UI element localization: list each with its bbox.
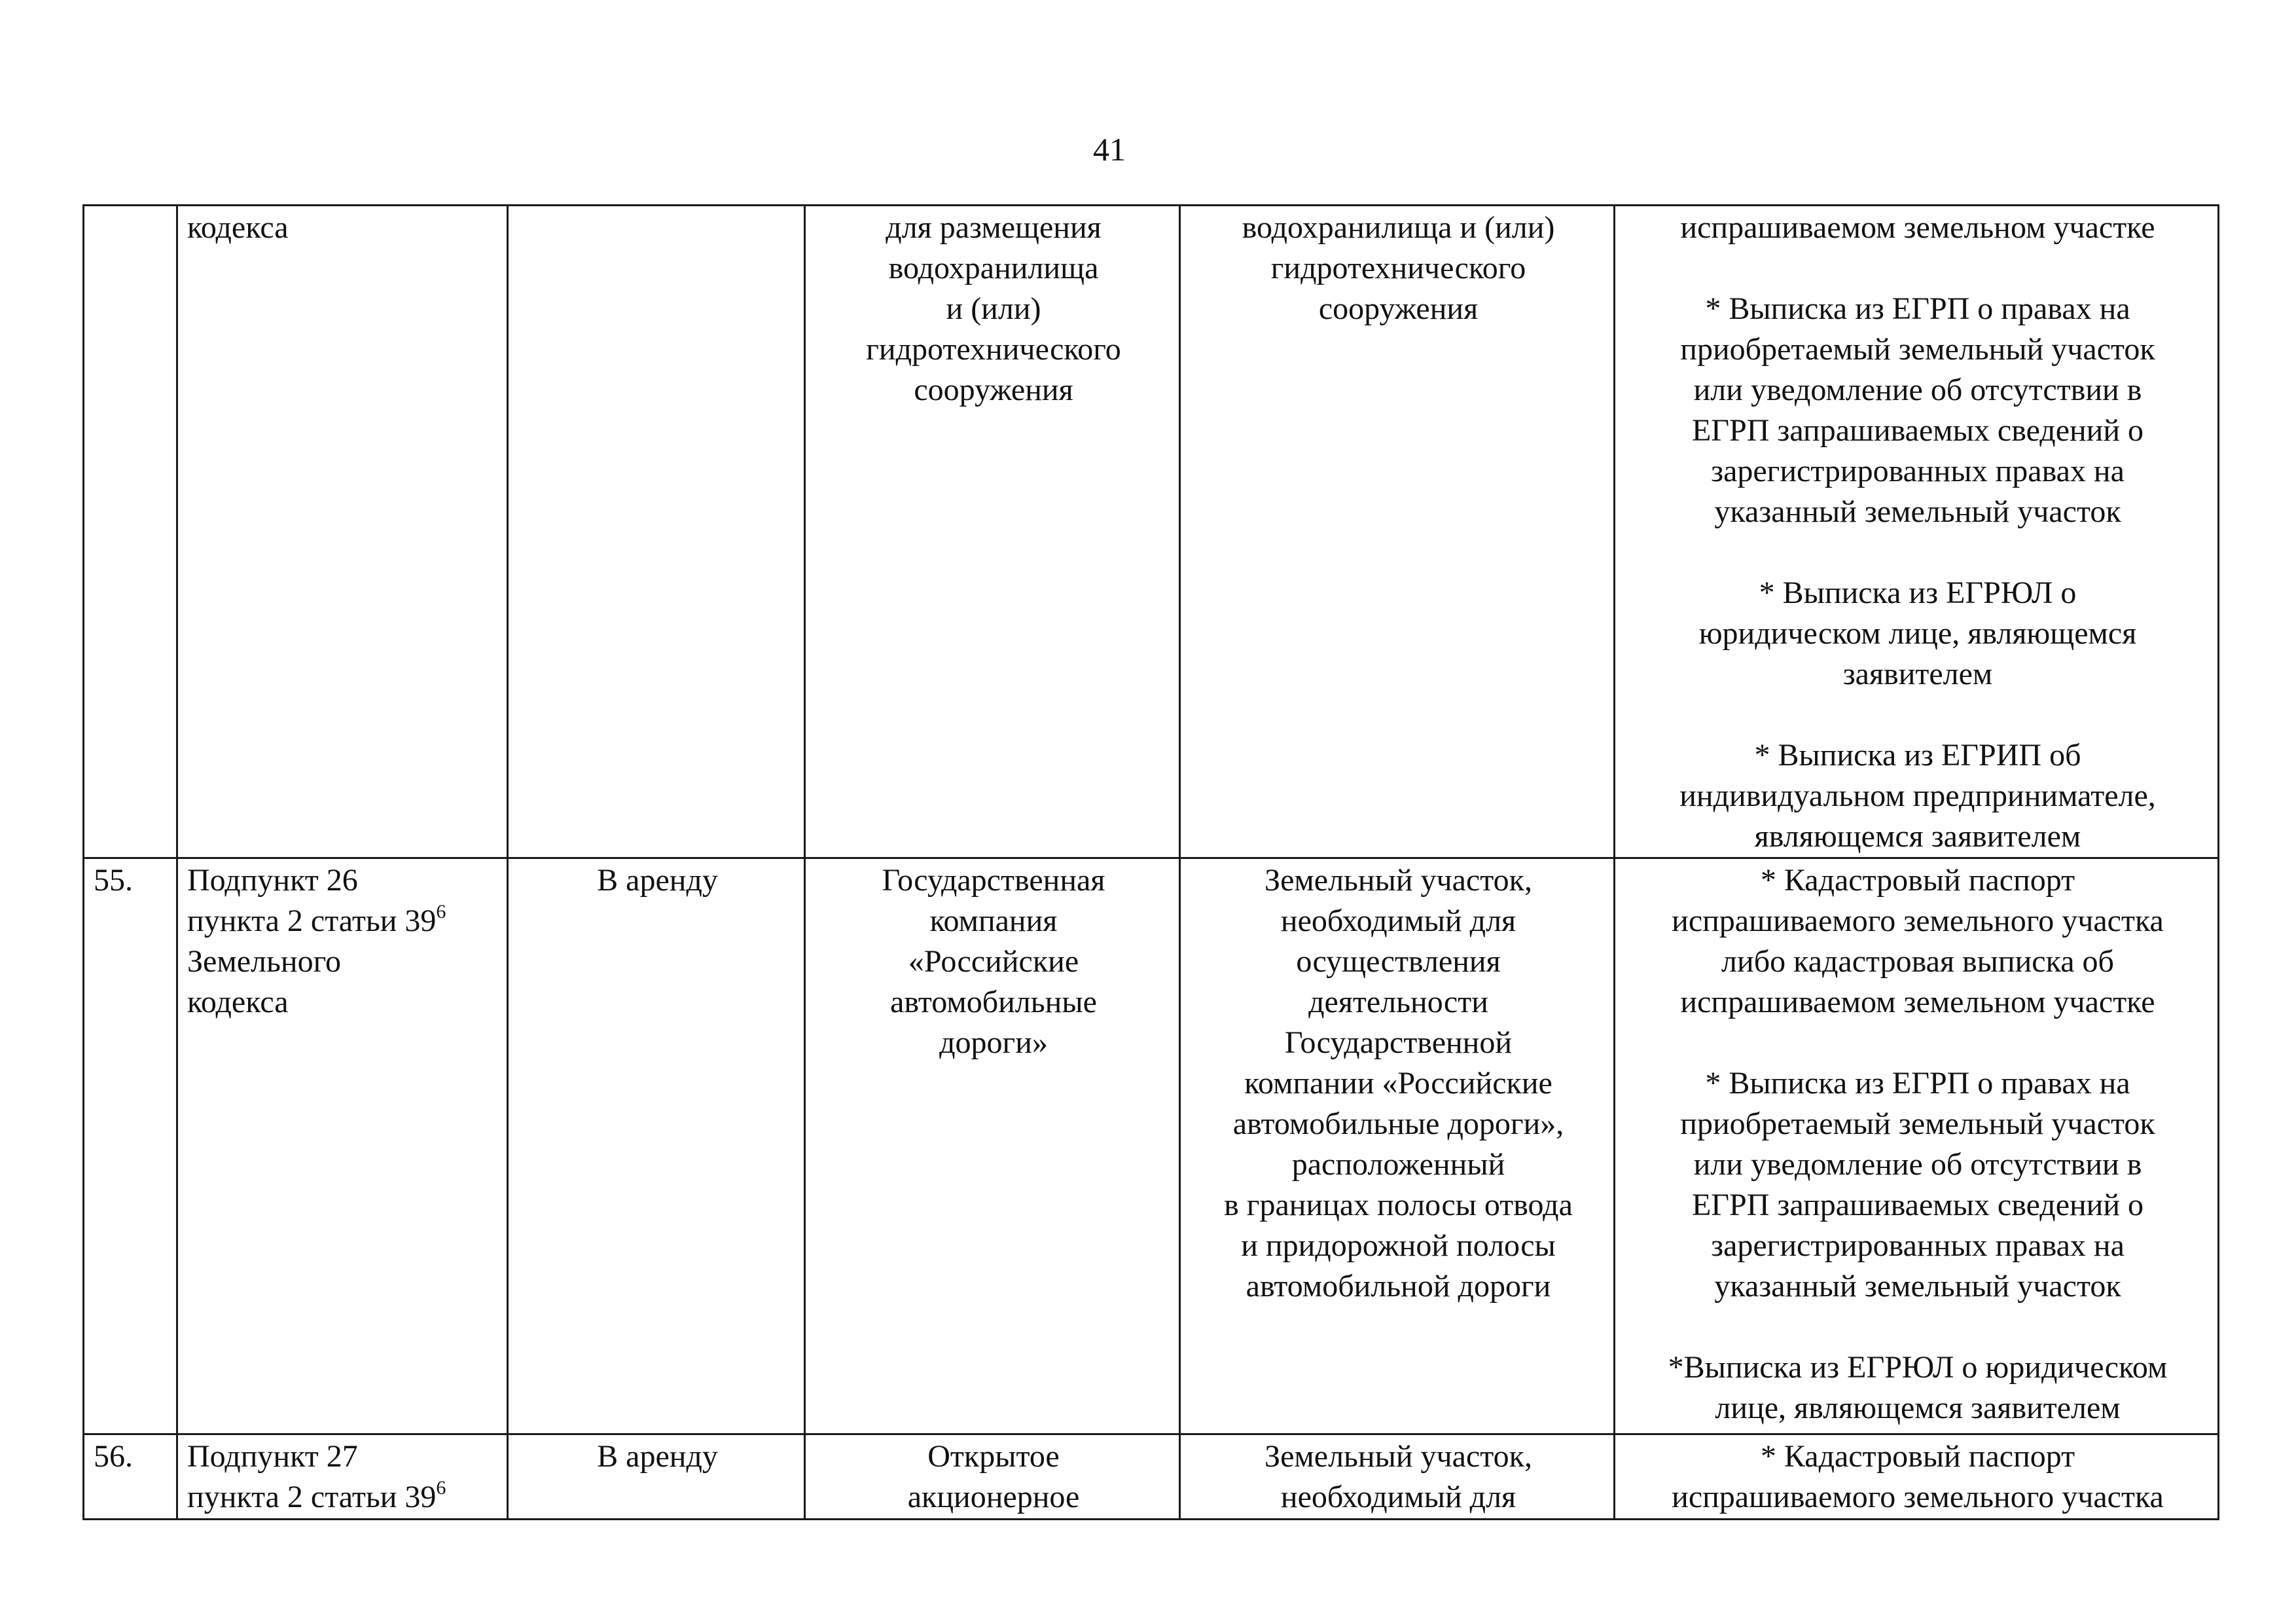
article-superscript: 6 [436,901,446,922]
applicant-cell [805,206,1180,858]
article-superscript: 6 [436,1477,446,1499]
text-line: кодекса [187,210,289,245]
text-line: являющемся заявителем [1754,819,2081,854]
text-line: осуществления [1296,944,1501,979]
legal-basis-cell [177,858,508,1434]
text-line: указанный земельный участок [1714,1269,2121,1304]
text-line: кодекса [187,985,289,1019]
text-line: гидротехнического [1270,251,1526,285]
text-line: * Кадастровый паспорт [1760,1439,2075,1474]
text-line: расположенный [1291,1147,1505,1182]
text-line: испрашиваемого земельного участка [1672,903,2164,938]
text-line: сооружения [914,373,1073,407]
text-line: приобретаемый земельный участок [1680,1106,2155,1141]
text-line: и (или) [946,291,1041,326]
article-text: пункта 2 статьи 39 [187,1480,437,1514]
row-number-cell: 55. [84,858,177,1434]
text-line [187,901,500,941]
text-line: * Выписка из ЕГРИП об [1754,738,2081,773]
text-line: юридическом лице, являющемся [1698,616,2137,651]
text-line: Земельный участок, [1265,863,1532,898]
text-line: либо кадастровая выписка об [1721,944,2114,979]
text-line: сооружения [1318,291,1479,326]
text-line: для размещения [886,210,1102,245]
text-line: автомобильные [890,985,1097,1019]
right-type-cell: В аренду [508,858,805,1434]
text-line: акционерное [907,1480,1080,1514]
text-line: или уведомление об отсутствии в [1693,373,2142,407]
text-line: в границах полосы отвода [1224,1188,1573,1222]
text-line: Подпункт 26 [187,863,358,898]
table-row [84,1434,2219,1520]
row-number-cell [84,206,177,858]
text-line: и придорожной полосы [1241,1228,1556,1263]
text-line: ЕГРП запрашиваемых сведений о [1691,1188,2144,1222]
text-line [187,1477,500,1518]
text-line: дороги» [939,1025,1048,1060]
land-plot-cell [1180,858,1615,1434]
land-plot-cell [1180,1434,1615,1520]
text-line: водохранилища и (или) [1242,210,1555,245]
text-line: * Выписка из ЕГРП о правах на [1705,1066,2130,1101]
documents-cell [1615,1434,2219,1520]
text-line: или уведомление об отсутствии в [1693,1147,2142,1182]
text-line: * Выписка из ЕГРЮЛ о [1759,575,2077,610]
article-text: пункта 2 статьи 39 [187,903,437,938]
legal-basis-cell [177,206,508,858]
applicant-cell [805,1434,1180,1520]
text-line: * Кадастровый паспорт [1760,863,2075,898]
text-line: приобретаемый земельный участок [1680,332,2155,367]
text-line: заявителем [1842,657,1993,691]
text-line: * Выписка из ЕГРП о правах на [1705,291,2130,326]
text-line: автомобильной дороги [1246,1269,1551,1304]
text-line: индивидуальном предпринимателе, [1679,778,2156,813]
text-line: необходимый для [1280,1480,1516,1514]
documents-cell [1615,206,2219,858]
row-number-cell: 56. [84,1434,177,1520]
land-documents-table [82,204,2219,1520]
text-line: испрашиваемом земельном участке [1680,985,2155,1019]
text-line: компания [929,903,1058,938]
page-number: 41 [1093,131,1126,168]
text-line: зарегистрированных правах на [1711,454,2125,488]
text-line: испрашиваемом земельном участке [1680,210,2155,245]
applicant-cell [805,858,1180,1434]
text-line: ЕГРП запрашиваемых сведений о [1691,413,2144,448]
right-type-cell [508,206,805,858]
text-line: водохранилища [888,251,1099,285]
text-line: Земельного [187,944,342,979]
table-row [84,206,2219,858]
text-line: *Выписка из ЕГРЮЛ о юридическом [1668,1350,2168,1385]
legal-basis-cell [177,1434,508,1520]
land-plot-cell [1180,206,1615,858]
text-line: Земельный участок, [1265,1439,1532,1474]
text-line: автомобильные дороги», [1232,1106,1564,1141]
text-line: зарегистрированных правах на [1711,1228,2125,1263]
text-line: испрашиваемого земельного участка [1672,1480,2164,1514]
text-line: компании «Российские [1244,1066,1552,1101]
text-line: «Российские [908,944,1079,979]
text-line: необходимый для [1280,903,1516,938]
right-type-cell: В аренду [508,1434,805,1520]
documents-cell [1615,858,2219,1434]
text-line: деятельности [1308,985,1488,1019]
text-line: Государственная [882,863,1105,898]
text-line: указанный земельный участок [1714,494,2121,529]
text-line: Открытое [927,1439,1060,1474]
text-line: гидротехнического [866,332,1121,367]
text-line: лице, являющемся заявителем [1715,1391,2121,1425]
text-line: Государственной [1284,1025,1513,1060]
text-line: Подпункт 27 [187,1439,358,1474]
table-row [84,858,2219,1434]
